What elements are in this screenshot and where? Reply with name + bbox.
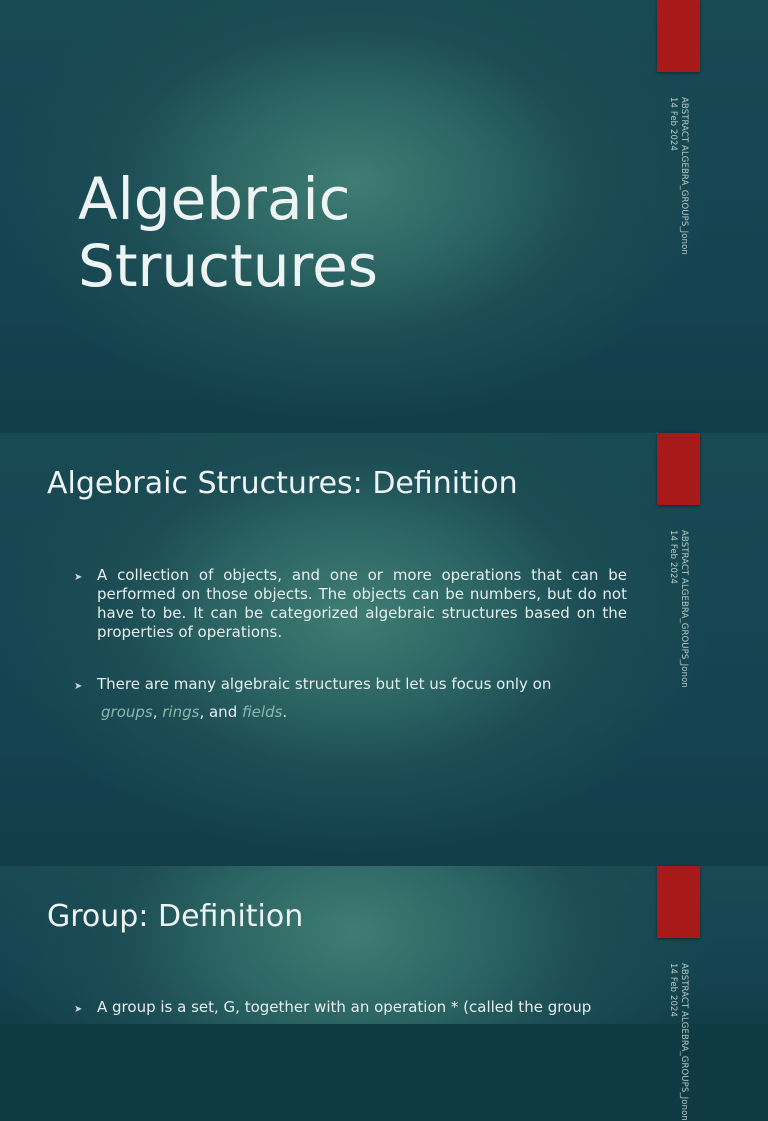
slide-definition bbox=[0, 433, 768, 866]
bullet-text: A collection of objects, and one or more operations that can be performed on those objects. The objects can be numbers, but do not have to be. It can be categorized algebraic structures based on the properties of operations. bbox=[97, 566, 627, 641]
term-rings: rings bbox=[162, 703, 200, 721]
slide-group-definition bbox=[0, 866, 768, 1121]
red-accent-bar bbox=[657, 0, 700, 72]
bullet-list bbox=[74, 566, 627, 722]
page-title bbox=[78, 166, 378, 300]
footer-title: ABSTRACT ALGEBRA_GROUPS_Jonon bbox=[679, 530, 689, 688]
slide-footer bbox=[667, 530, 689, 688]
footer-title: ABSTRACT ALGEBRA_GROUPS_Jonon bbox=[679, 97, 689, 255]
slide-footer bbox=[667, 97, 689, 255]
red-accent-bar bbox=[657, 433, 700, 505]
structure-terms bbox=[97, 703, 627, 722]
title-line-1: Algebraic bbox=[78, 165, 351, 233]
slide-title bbox=[0, 0, 768, 433]
bullet-text: A group is a set, G, together with an operation * (called the group bbox=[97, 998, 592, 1016]
title-line-2: Structures bbox=[78, 232, 379, 300]
footer-date: 14 Feb 2024 bbox=[668, 963, 678, 1018]
list-item bbox=[74, 566, 627, 642]
arrowhead-bullet-icon: ➤ bbox=[74, 1004, 83, 1015]
list-item bbox=[74, 675, 627, 722]
red-accent-bar bbox=[657, 866, 700, 938]
term-groups: groups bbox=[101, 703, 153, 721]
term-end: . bbox=[282, 703, 288, 721]
footer-date: 14 Feb 2024 bbox=[668, 530, 678, 585]
bullet-text: There are many algebraic structures but let us focus only on bbox=[97, 675, 552, 693]
footer-date: 14 Feb 2024 bbox=[668, 97, 678, 152]
term-fields: fields bbox=[241, 703, 283, 721]
list-item bbox=[74, 998, 627, 1017]
slide-heading: Algebraic Structures: Definition bbox=[47, 466, 518, 501]
slide-heading: Group: Definition bbox=[47, 899, 304, 934]
arrowhead-bullet-icon: ➤ bbox=[74, 572, 83, 583]
footer-title: ABSTRACT ALGEBRA_GROUPS_Jonon bbox=[679, 963, 689, 1121]
arrowhead-bullet-icon: ➤ bbox=[74, 681, 83, 692]
term-separator: , and bbox=[199, 703, 242, 721]
term-separator: , bbox=[152, 703, 163, 721]
slide-footer bbox=[667, 963, 689, 1121]
bullet-list bbox=[74, 998, 627, 1017]
